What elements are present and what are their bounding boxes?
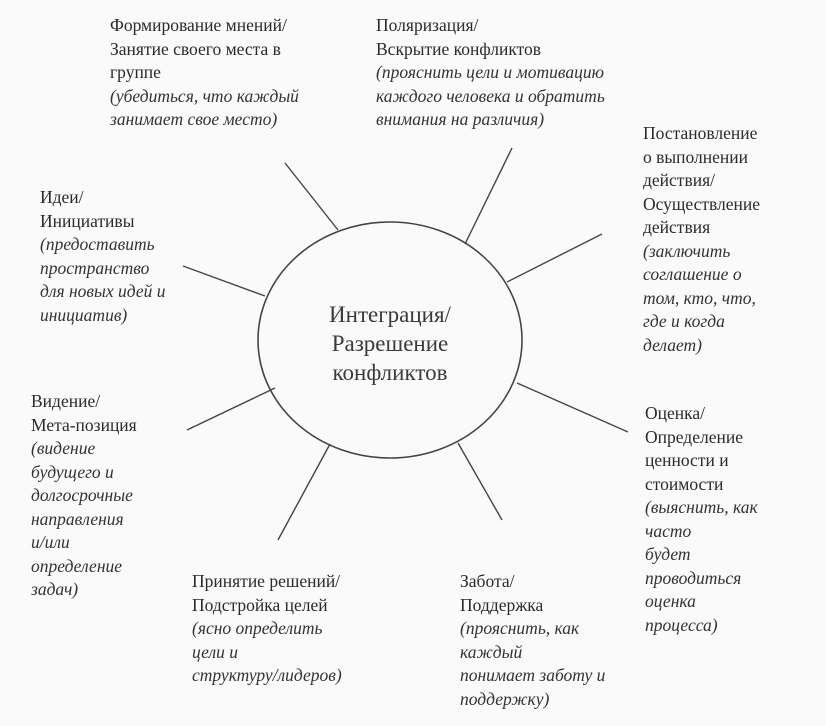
node-desc-line: где и когда	[643, 311, 725, 331]
node-desc-line: оценка	[645, 591, 696, 611]
center-label	[300, 300, 480, 387]
node-title-line: Инициативы	[40, 210, 135, 231]
node-desc-line: (убедиться, что каждый	[110, 85, 299, 106]
node-polarization	[376, 14, 605, 132]
node-title-line: Подстройка целей	[192, 594, 328, 615]
ray-vision	[187, 388, 275, 430]
node-desc-line: (заключить	[643, 240, 731, 261]
node-desc-line: (предоставить	[40, 234, 155, 254]
ray-opinions	[285, 163, 338, 230]
node-title-line: Идеи/	[40, 187, 84, 207]
center-line-2: Разрешение	[331, 331, 449, 356]
node-desc-line: направления	[31, 508, 124, 529]
node-desc-line: поддержку)	[460, 688, 550, 709]
node-title-line: Видение/	[31, 391, 101, 411]
node-decisions	[192, 570, 342, 688]
node-desc-line: определение	[31, 555, 123, 576]
node-desc-line: для новых идей и	[40, 281, 166, 301]
node-title-line: Занятие своего места в	[110, 38, 281, 59]
node-desc-line: процесса)	[645, 614, 718, 635]
node-title-line: ценности и	[645, 450, 729, 470]
node-title-line: Принятие решений/	[192, 571, 341, 591]
center-line-1: Интеграция/	[329, 302, 451, 327]
ray-ideas	[183, 266, 265, 296]
node-action	[643, 122, 760, 357]
node-desc-line: будет	[645, 544, 691, 564]
node-title-line: группе	[110, 62, 161, 82]
node-desc-line: том, кто, что,	[643, 287, 756, 308]
node-desc-line: каждого человека и обратить	[376, 85, 605, 106]
node-evaluation	[645, 402, 758, 637]
node-opinions	[110, 14, 299, 132]
ray-action	[507, 234, 602, 282]
node-title-line: Формирование мнений/	[110, 15, 287, 35]
node-title-line: Поддержка	[460, 594, 544, 615]
node-desc-line: (выяснить, как	[645, 497, 758, 517]
node-desc-line: долгосрочные	[31, 485, 133, 505]
node-title-line: Постановление	[643, 123, 758, 143]
node-ideas	[40, 186, 165, 327]
node-title-line: Осуществление	[643, 193, 761, 214]
node-desc-line: и/или	[31, 532, 70, 552]
node-desc-line: (видение	[31, 438, 96, 458]
center-line-3: конфликтов	[332, 360, 448, 385]
node-desc-line: соглашение о	[643, 264, 742, 284]
node-desc-line: пространство	[40, 257, 150, 278]
node-title-line: действия/	[643, 170, 715, 190]
node-care	[460, 570, 605, 711]
node-desc-line: (прояснить цели и мотивацию	[376, 62, 604, 82]
node-title-line: Оценка/	[645, 403, 706, 423]
node-desc-line: занимает свое место)	[110, 109, 278, 129]
node-title-line: Забота/	[460, 571, 515, 591]
node-desc-line: структуру/лидеров)	[192, 665, 342, 685]
node-desc-line: будущего и	[31, 461, 114, 482]
node-desc-line: (прояснить, как	[460, 618, 580, 638]
node-desc-line: часто	[645, 520, 692, 541]
node-title-line: Поляризация/	[376, 15, 479, 35]
node-desc-line: понимает заботу и	[460, 665, 606, 685]
ray-care	[458, 443, 502, 520]
node-desc-line: проводиться	[645, 567, 742, 588]
ray-evaluation	[517, 383, 628, 432]
node-vision	[31, 390, 137, 602]
node-title-line: стоимости	[645, 473, 724, 494]
node-title-line: Вскрытие конфликтов	[376, 38, 542, 59]
ray-polarization	[465, 148, 512, 244]
ray-decisions	[278, 444, 330, 540]
node-desc-line: инициатив)	[40, 304, 128, 325]
node-desc-line: задач)	[31, 579, 79, 599]
node-title-line: о выполнении	[643, 146, 748, 167]
node-desc-line: внимания на различия)	[376, 109, 545, 129]
node-desc-line: каждый	[460, 641, 523, 662]
node-title-line: Мета-позиция	[31, 414, 137, 435]
node-desc-line: (ясно определить	[192, 618, 323, 638]
node-desc-line: делает)	[643, 334, 702, 355]
node-desc-line: цели и	[192, 641, 239, 662]
node-title-line: действия	[643, 217, 711, 237]
node-title-line: Определение	[645, 426, 743, 447]
